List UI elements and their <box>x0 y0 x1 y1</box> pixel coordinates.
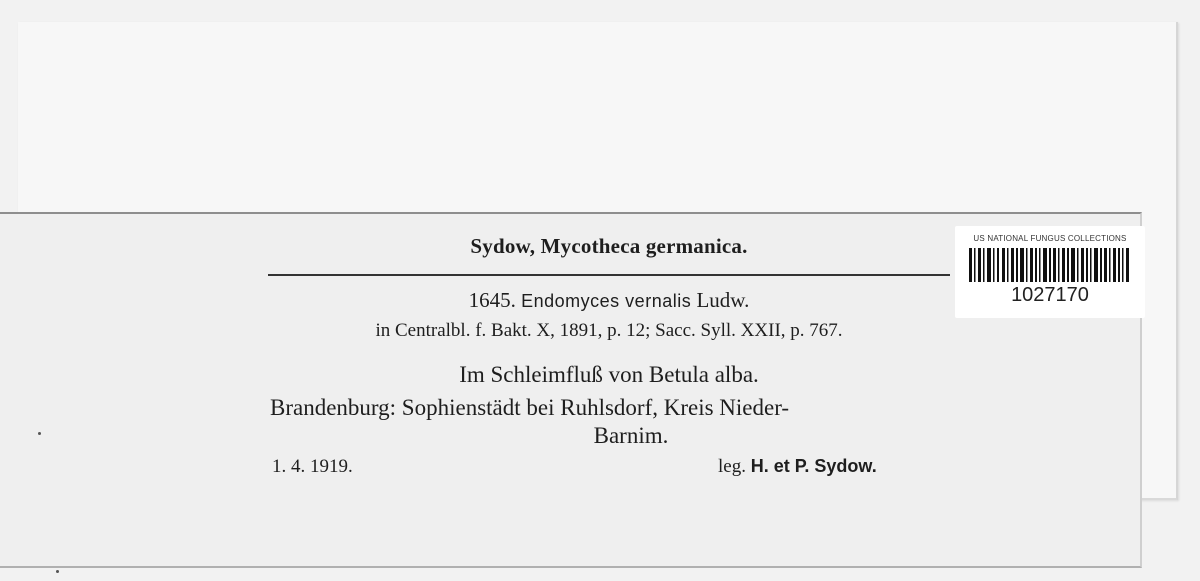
title-divider <box>268 274 950 276</box>
exsiccata-number: 1645. <box>468 288 516 312</box>
species-author: Ludw. <box>696 288 750 312</box>
literature-reference: in Centralbl. f. Bakt. X, 1891, p. 12; Sacc. Syll. XXII, p. 767. <box>375 320 843 341</box>
locality-text <box>270 394 952 450</box>
catalog-number: 1027170 <box>1011 284 1089 306</box>
barcode-label <box>955 226 1145 318</box>
exsiccata-title: Sydow, Mycotheca germanica. <box>470 234 748 258</box>
institution-name: US NATIONAL FUNGUS COLLECTIONS <box>973 234 1127 243</box>
locality-line-1: Brandenburg: Sophienstädt bei Ruhlsdorf, Kreis Nieder- <box>270 395 790 420</box>
collector-line <box>718 456 877 478</box>
collector-names: H. et P. Sydow. <box>750 456 877 476</box>
specimen-label <box>268 222 950 484</box>
barcode-icon <box>969 248 1131 282</box>
paper-speck <box>56 570 59 573</box>
taxon-line <box>268 288 950 313</box>
collection-date: 1. 4. 1919. <box>272 456 353 477</box>
locality-line-2: Barnim. <box>593 423 669 448</box>
habitat-text: Im Schleimfluß von Betula alba. <box>459 362 759 387</box>
species-name: Endomyces vernalis <box>521 291 692 311</box>
paper-speck <box>38 432 41 435</box>
collector-prefix: leg. <box>718 456 746 477</box>
